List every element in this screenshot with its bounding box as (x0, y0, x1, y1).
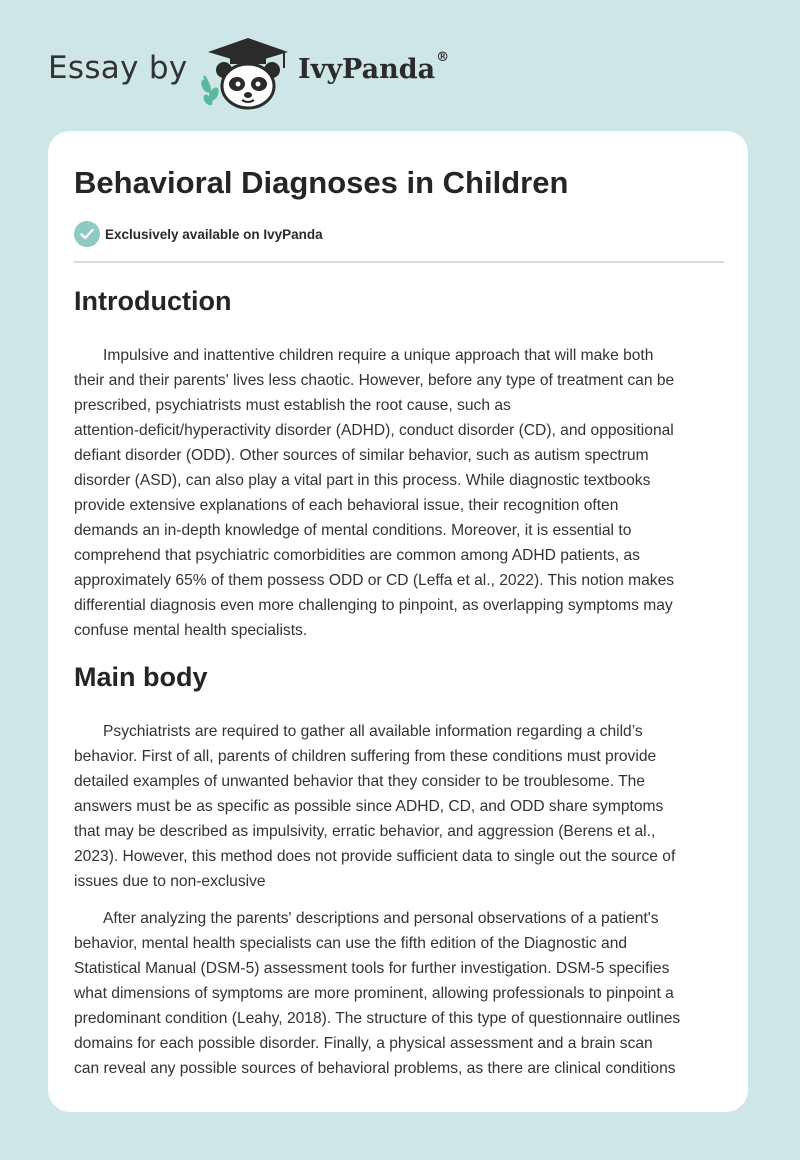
page-title: Behavioral Diagnoses in Children (74, 165, 569, 200)
brand-name: IvyPanda (298, 54, 436, 85)
section-heading-main-body: Main body (74, 662, 208, 692)
check-circle-icon (74, 221, 100, 247)
title-divider (74, 261, 724, 263)
essay-by-label: Essay by (48, 50, 188, 86)
exclusive-badge-label: Exclusively available on IvyPanda (105, 226, 323, 242)
site-header (48, 34, 548, 114)
panda-logo-icon[interactable] (200, 34, 296, 110)
paragraph-main-body-2: After analyzing the parents' descriptions and personal observations of a patient's behavior, mental health specialists can use the fifth edition of the Diagnostic and Statistical Manual (DSM-5) assessment tools for further investigation. DSM-5 specifies what dimensions of symptoms are more prominent, allowing professionals to pinpoint a predominant condition (Leahy, 2018). The structure of this type of questionnaire outlines domains for each possible disorder. Finally, a physical assessment and a brain scan can reveal any possible sources of behavioral problems, as there are clinical conditions (74, 910, 681, 1077)
registered-mark: ® (436, 50, 450, 65)
essay-card (48, 131, 748, 1112)
exclusive-badge (74, 221, 323, 247)
paragraph-main-body-1: Psychiatrists are required to gather all available information regarding a child’s behavior. First of all, parents of children suffering from these conditions must provide detailed examples of unwanted behavior that they consider to be troublesome. The answers must be as specific as possible since ADHD, CD, and ODD share symptoms that may be described as impulsivity, erratic behavior, and aggression (Berens et al., 2023). However, this method does not provide sufficient data to single out the source of issues due to non-exclusive (74, 723, 676, 890)
brand-wordmark[interactable] (298, 50, 450, 85)
section-heading-introduction: Introduction (74, 286, 232, 316)
paragraph-introduction-1: Impulsive and inattentive children require a unique approach that will make both their and their parents' lives less chaotic. However, before any type of treatment can be prescribed, psychiatrists must establish the root cause, such as attention-deficit/hyperactivity disorder (ADHD), conduct disorder (CD), and oppositional defiant disorder (ODD). Other sources of similar behavior, such as autism spectrum disorder (ASD), can also play a vital part in this process. While diagnostic textbooks provide extensive explanations of each behavioral issue, their recognition often demands an in-depth knowledge of mental conditions. Moreover, it is essential to comprehend that psychiatric comorbidities are common among ADHD patients, as approximately 65% of them possess ODD or CD (Leffa et al., 2022). This notion makes differential diagnosis even more challenging to pinpoint, as overlapping symptoms may confuse mental health specialists. (74, 347, 675, 639)
